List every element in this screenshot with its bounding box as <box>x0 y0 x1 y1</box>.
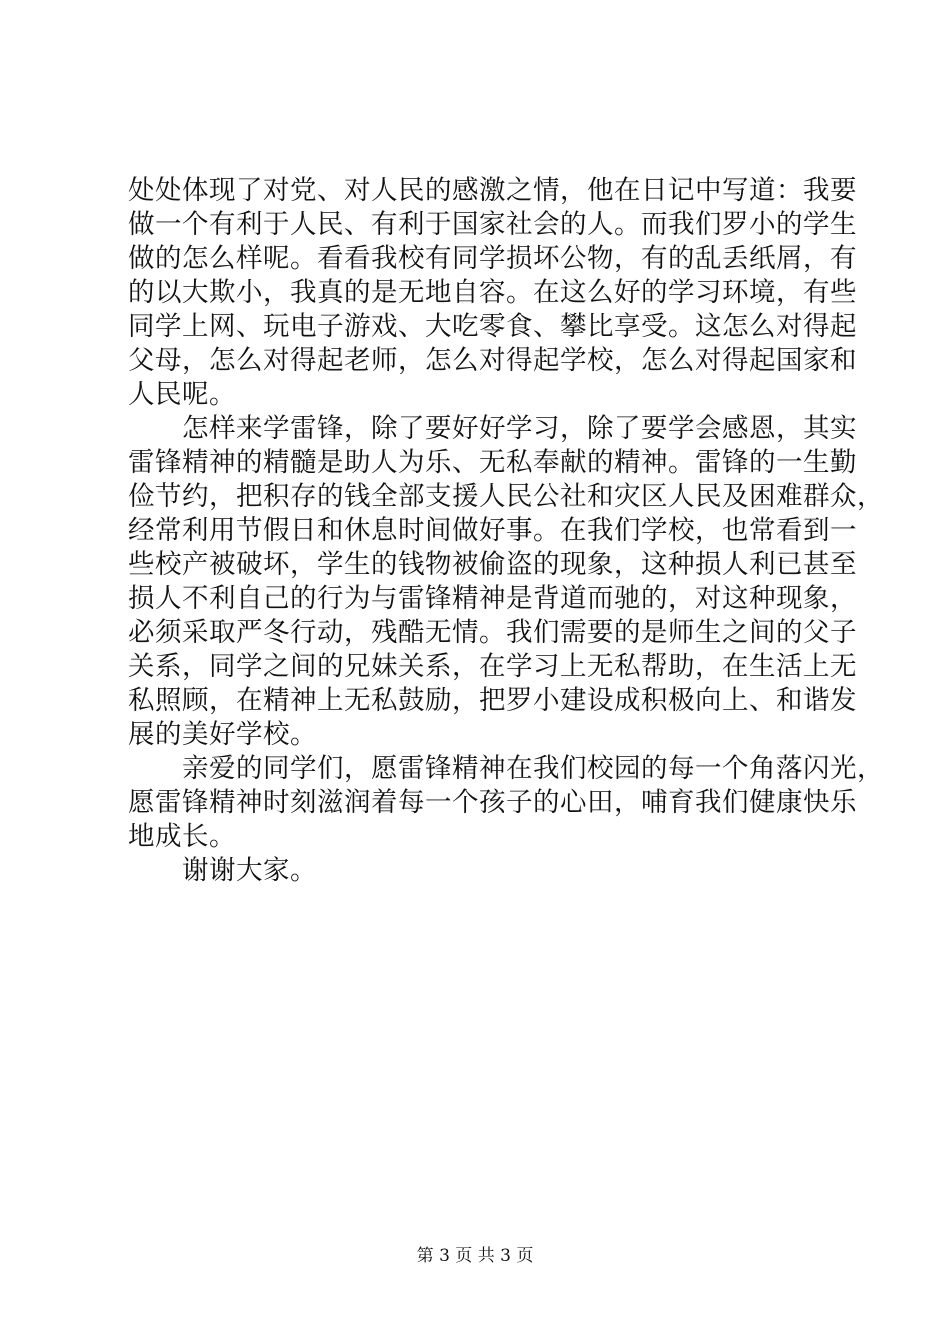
text-line: 展的美好学校。 <box>128 719 317 750</box>
text-line: 愿雷锋精神时刻滋润着每一个孩子的心田，哺育我们健康快乐 <box>128 787 857 818</box>
text-line: 父母，怎么对得起老师，怎么对得起学校，怎么对得起国家和 <box>128 345 857 376</box>
text-line: 做的怎么样呢。看看我校有同学损坏公物，有的乱丢纸屑，有 <box>128 243 857 274</box>
text-line: 同学上网、玩电子游戏、大吃零食、攀比享受。这怎么对得起 <box>128 311 857 342</box>
page-number-footer: 第 3 页 共 3 页 <box>416 1246 534 1266</box>
text-line: 经常利用节假日和休息时间做好事。在我们学校，也常看到一 <box>128 515 857 546</box>
text-line: 的以大欺小，我真的是无地自容。在这么好的学习环境，有些 <box>128 277 857 308</box>
text-line: 亲爱的同学们，愿雷锋精神在我们校园的每一个角落闪光， <box>182 753 884 784</box>
text-line: 俭节约，把积存的钱全部支援人民公社和灾区人民及困难群众， <box>128 481 884 512</box>
text-line: 关系，同学之间的兄妹关系，在学习上无私帮助，在生活上无 <box>128 651 857 682</box>
text-line: 处处体现了对党、对人民的感激之情，他在日记中写道：我要 <box>128 175 857 206</box>
text-line: 私照顾，在精神上无私鼓励，把罗小建设成积极向上、和谐发 <box>128 685 857 716</box>
text-line: 谢谢大家。 <box>182 855 317 886</box>
text-line: 人民呢。 <box>128 379 236 410</box>
text-line: 必须采取严冬行动，残酷无情。我们需要的是师生之间的父子 <box>128 617 857 648</box>
text-line: 怎样来学雷锋，除了要好好学习，除了要学会感恩，其实 <box>182 413 857 444</box>
text-line: 些校产被破坏，学生的钱物被偷盗的现象，这种损人利已甚至 <box>128 549 857 580</box>
text-line: 损人不利自己的行为与雷锋精神是背道而驰的，对这种现象， <box>128 583 857 614</box>
text-line: 做一个有利于人民、有利于国家社会的人。而我们罗小的学生 <box>128 209 857 240</box>
text-line: 地成长。 <box>128 821 236 852</box>
text-line: 雷锋精神的精髓是助人为乐、无私奉献的精神。雷锋的一生勤 <box>128 447 857 478</box>
